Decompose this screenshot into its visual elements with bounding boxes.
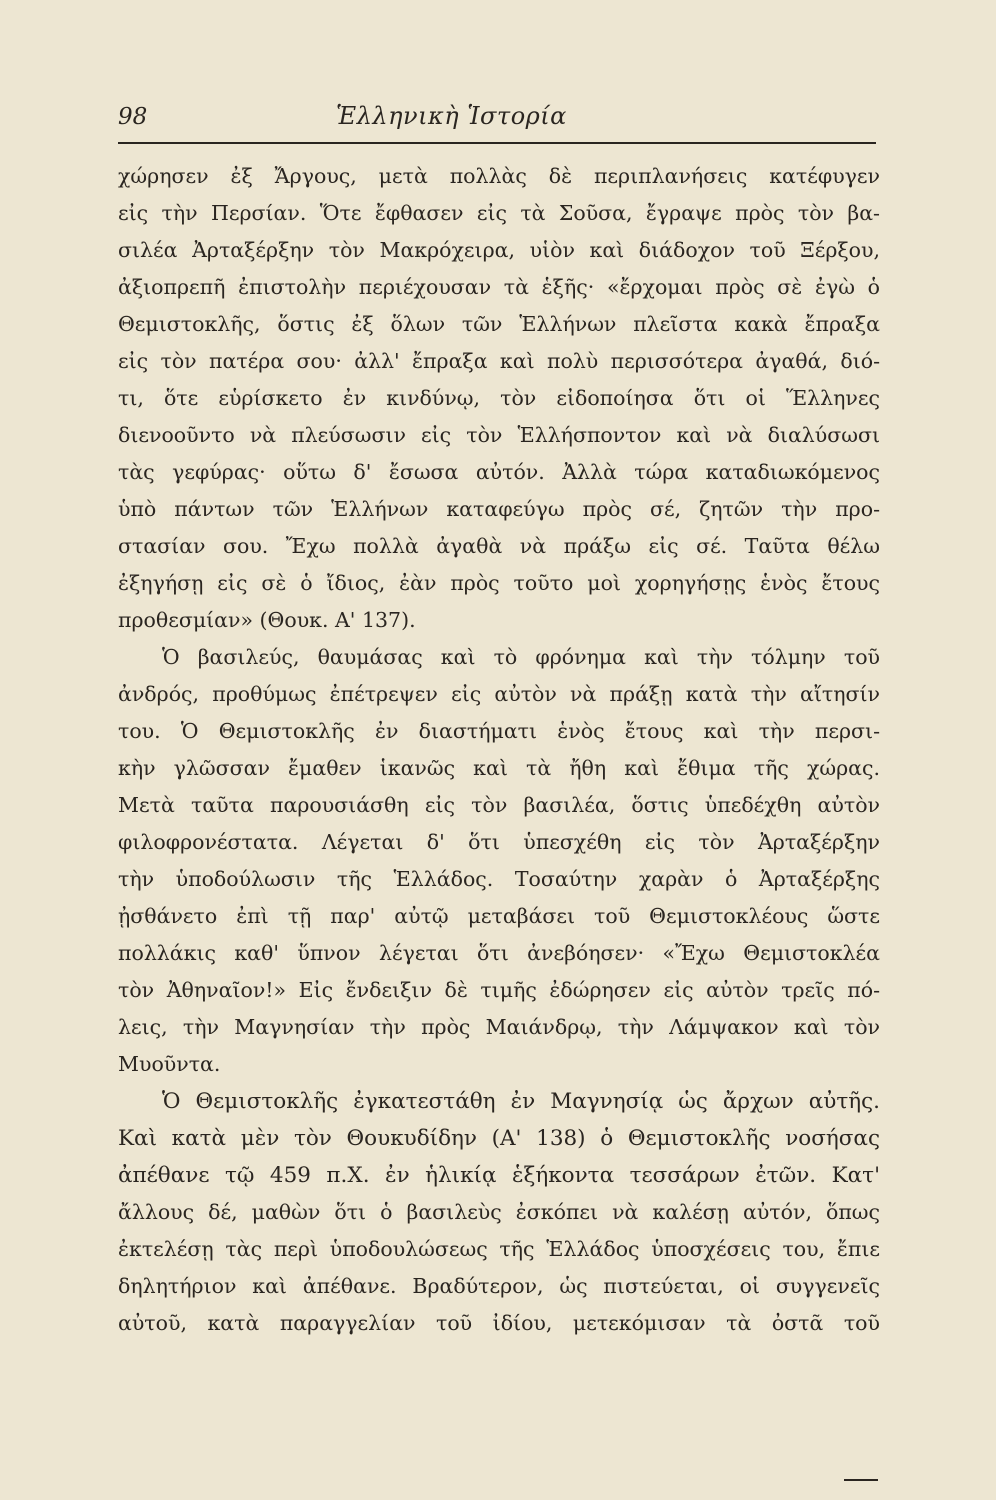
text-line: δηλητήριον καὶ ἀπέθανε. Βραδύτερον, ὡς πιστεύεται, οἱ συγγενεῖς bbox=[118, 1274, 880, 1298]
text-line: κὴν γλῶσσαν ἔμαθεν ἱκανῶς καὶ τὰ ἤθη καὶ ἔθιμα τῆς χώρας. bbox=[118, 756, 880, 780]
running-title: Ἑλληνικὴ Ἱστορία bbox=[336, 102, 567, 130]
text-line: ἀπέθανε τῷ 459 π.Χ. ἐν ἡλικίᾳ ἑξήκοντα τεσσάρων ἐτῶν. Κατ' bbox=[118, 1163, 880, 1188]
text-line: Μυοῦντα. bbox=[118, 1052, 221, 1076]
text-line: φιλοφρονέστατα. Λέγεται δ' ὅτι ὑπεσχέθη εἰς τὸν Ἀρταξέρξην bbox=[118, 830, 880, 854]
text-line: λεις, τὴν Μαγνησίαν τὴν πρὸς Μαιάνδρῳ, τὴν Λάμψακον καὶ τὸν bbox=[118, 1015, 880, 1039]
text-line: τι, ὅτε εὑρίσκετο ἐν κινδύνῳ, τὸν εἰδοποίησα ὅτι οἱ Ἕλληνες bbox=[118, 386, 880, 410]
page-number: 98 bbox=[118, 104, 148, 130]
paragraph-first-line: Ὁ Θεμιστοκλῆς ἐγκατεστάθη ἐν Μαγνησίᾳ ὡς ἄρχων αὐτῆς. bbox=[162, 1089, 880, 1114]
text-line: τὸν Ἀθηναῖον!» Εἰς ἔνδειξιν δὲ τιμῆς ἐδώρησεν εἰς αὐτὸν τρεῖς πό- bbox=[118, 978, 880, 1002]
page-header bbox=[118, 98, 876, 144]
text-line: στασίαν σου. Ἔχω πολλὰ ἀγαθὰ νὰ πράξω εἰς σέ. Ταῦτα θέλω bbox=[118, 534, 880, 558]
text-line: του. Ὁ Θεμιστοκλῆς ἐν διαστήματι ἑνὸς ἔτους καὶ τὴν περσι- bbox=[118, 719, 880, 743]
footer-rule bbox=[844, 1479, 878, 1481]
text-line: πολλάκις καθ' ὕπνον λέγεται ὅτι ἀνεβόησεν· «Ἔχω Θεμιστοκλέα bbox=[118, 941, 880, 965]
text-line: Καὶ κατὰ μὲν τὸν Θουκυδίδην (Α' 138) ὁ Θεμιστοκλῆς νοσήσας bbox=[118, 1126, 880, 1151]
text-line: αὐτοῦ, κατὰ παραγγελίαν τοῦ ἰδίου, μετεκόμισαν τὰ ὀστᾶ τοῦ bbox=[118, 1311, 880, 1335]
text-line: ἀνδρός, προθύμως ἐπέτρεψεν εἰς αὐτὸν νὰ πράξῃ κατὰ τὴν αἴτησίν bbox=[118, 682, 880, 706]
body-text bbox=[118, 158, 880, 1342]
text-line: ᾐσθάνετο ἐπὶ τῇ παρ' αὐτῷ μεταβάσει τοῦ Θεμιστοκλέους ὥστε bbox=[118, 904, 880, 928]
text-line: τὴν ὑποδούλωσιν τῆς Ἑλλάδος. Τοσαύτην χαρὰν ὁ Ἀρταξέρξης bbox=[118, 867, 880, 891]
text-line: Θεμιστοκλῆς, ὅστις ἐξ ὅλων τῶν Ἑλλήνων πλεῖστα κακὰ ἔπραξα bbox=[118, 312, 880, 336]
text-line: ὑπὸ πάντων τῶν Ἑλλήνων καταφεύγω πρὸς σέ, ζητῶν τὴν προ- bbox=[118, 497, 880, 521]
text-line: διενοοῦντο νὰ πλεύσωσιν εἰς τὸν Ἑλλήσποντον καὶ νὰ διαλύσωσι bbox=[118, 423, 880, 447]
text-line: Μετὰ ταῦτα παρουσιάσθη εἰς τὸν βασιλέα, ὅστις ὑπεδέχθη αὐτὸν bbox=[118, 793, 880, 817]
text-line: προθεσμίαν» (Θουκ. Α' 137). bbox=[118, 608, 416, 632]
paragraph-first-line: Ὁ βασιλεύς, θαυμάσας καὶ τὸ φρόνημα καὶ τὴν τόλμην τοῦ bbox=[162, 645, 880, 669]
text-line: εἰς τὴν Περσίαν. Ὅτε ἔφθασεν εἰς τὰ Σοῦσα, ἔγραψε πρὸς τὸν βα- bbox=[118, 201, 880, 225]
text-line: ἄλλους δέ, μαθὼν ὅτι ὁ βασιλεὺς ἐσκόπει νὰ καλέσῃ αὐτόν, ὅπως bbox=[118, 1200, 880, 1224]
text-line: ἀξιοπρεπῆ ἐπιστολὴν περιέχουσαν τὰ ἑξῆς· «ἔρχομαι πρὸς σὲ ἐγὼ ὁ bbox=[118, 275, 880, 299]
text-line: τὰς γεφύρας· οὕτω δ' ἔσωσα αὐτόν. Ἀλλὰ τώρα καταδιωκόμενος bbox=[118, 460, 880, 484]
text-line: χώρησεν ἐξ Ἄργους, μετὰ πολλὰς δὲ περιπλανήσεις κατέφυγεν bbox=[118, 164, 880, 188]
text-line: ἐκτελέσῃ τὰς περὶ ὑποδουλώσεως τῆς Ἑλλάδος ὑποσχέσεις του, ἔπιε bbox=[118, 1237, 880, 1261]
text-line: εἰς τὸν πατέρα σου· ἀλλ' ἔπραξα καὶ πολὺ περισσότερα ἀγαθά, διό- bbox=[118, 349, 880, 373]
text-line: σιλέα Ἀρταξέρξην τὸν Μακρόχειρα, υἱὸν καὶ διάδοχον τοῦ Ξέρξου, bbox=[118, 238, 880, 262]
text-line: ἐξηγήσῃ εἰς σὲ ὁ ἴδιος, ἐὰν πρὸς τοῦτο μοὶ χορηγήσῃς ἑνὸς ἔτους bbox=[118, 571, 880, 595]
